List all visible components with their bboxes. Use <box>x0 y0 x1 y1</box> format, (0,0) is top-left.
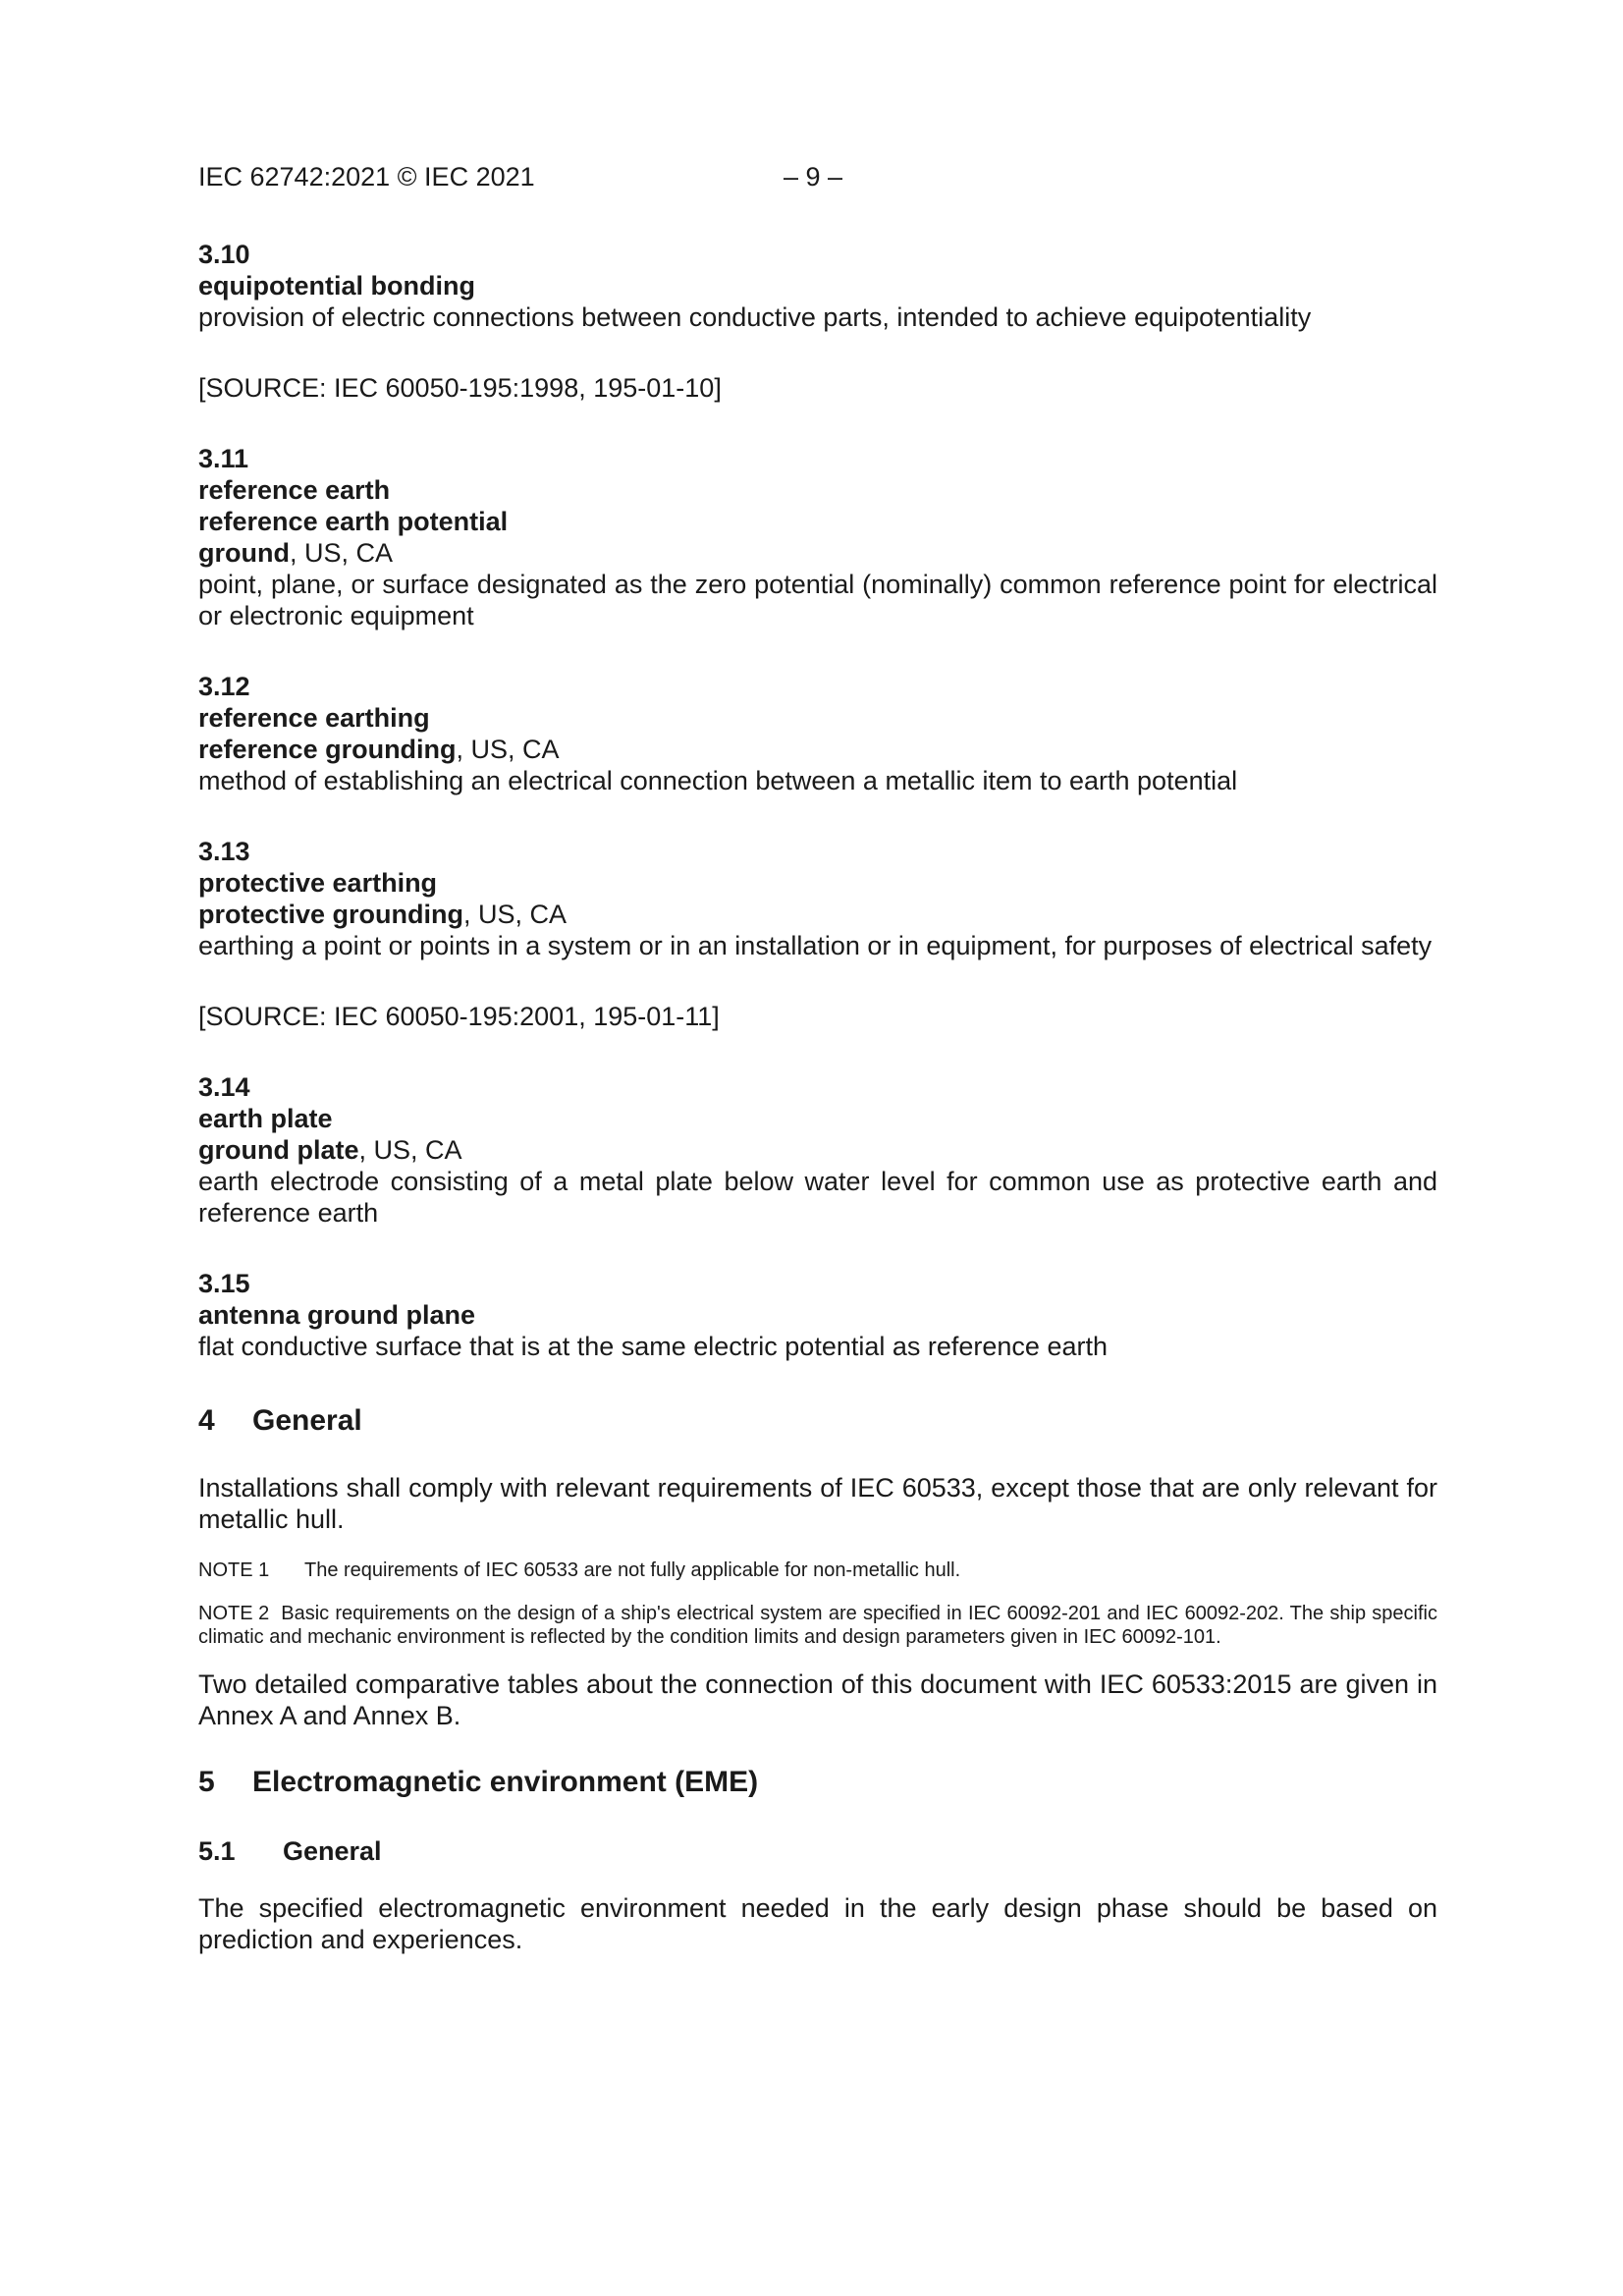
subsection-5-1-heading <box>198 1833 1437 1869</box>
term-3-14 <box>198 1071 1437 1229</box>
section-title: Electromagnetic environment (EME) <box>252 1766 759 1798</box>
term-number: 3.13 <box>198 837 250 866</box>
section-number: 4 <box>198 1404 215 1437</box>
term-definition: provision of electric connections between conductive parts, intended to achieve equipotentiality <box>198 302 1312 332</box>
subsection-number: 5.1 <box>198 1836 236 1866</box>
section-4-paragraph-1: Installations shall comply with relevant requirements of IEC 60533, except those that are only relevant for metallic hull. <box>198 1473 1437 1534</box>
page-number: – 9 – <box>784 162 843 191</box>
term-name: reference grounding, US, CA <box>198 735 560 764</box>
term-definition: point, plane, or surface designated as the zero potential (nominally) common reference point for electrical or electronic equipment <box>198 570 1437 630</box>
term-number: 3.12 <box>198 672 250 701</box>
term-number: 3.11 <box>198 444 249 473</box>
subsection-title: General <box>283 1836 382 1866</box>
note-text: The requirements of IEC 60533 are not fully applicable for non-metallic hull. <box>304 1559 961 1581</box>
term-number: 3.15 <box>198 1269 250 1298</box>
document-body <box>198 239 1437 1979</box>
term-3-12 <box>198 671 1437 796</box>
term-name: reference earthing <box>198 703 430 733</box>
note-label: NOTE 1 <box>198 1559 270 1581</box>
note-1 <box>198 1558 1437 1582</box>
term-name: antenna ground plane <box>198 1300 476 1330</box>
section-number: 5 <box>198 1766 215 1798</box>
note-label: NOTE 2 <box>198 1603 270 1624</box>
page-header <box>198 159 1437 198</box>
term-name: protective grounding, US, CA <box>198 900 568 929</box>
term-number: 3.10 <box>198 240 250 269</box>
term-3-15 <box>198 1268 1437 1362</box>
term-definition: earth electrode consisting of a metal plate below water level for common use as protective earth and reference earth <box>198 1167 1437 1228</box>
term-name: reference earth potential <box>198 507 509 536</box>
term-3-13 <box>198 836 1437 961</box>
term-source: [SOURCE: IEC 60050-195:1998, 195-01-10] <box>198 373 722 403</box>
term-3-10 <box>198 239 1437 333</box>
section-4-paragraph-2: Two detailed comparative tables about the connection of this document with IEC 60533:2015 are given in Annex A and Annex B. <box>198 1669 1437 1730</box>
term-number: 3.14 <box>198 1072 250 1102</box>
note-2 <box>198 1602 1437 1649</box>
header-standard-id: IEC 62742:2021 © IEC 2021 <box>198 162 535 191</box>
term-name: reference earth <box>198 475 391 505</box>
term-source: [SOURCE: IEC 60050-195:2001, 195-01-11] <box>198 1002 720 1031</box>
document-page <box>198 0 1437 2296</box>
section-5-heading <box>198 1763 1437 1802</box>
term-definition: flat conductive surface that is at the same electric potential as reference earth <box>198 1332 1108 1361</box>
term-name: protective earthing <box>198 868 438 898</box>
section-title: General <box>252 1404 362 1437</box>
term-name: ground plate, US, CA <box>198 1135 462 1165</box>
term-definition: method of establishing an electrical connection between a metallic item to earth potential <box>198 766 1238 795</box>
section-4-heading <box>198 1401 1437 1441</box>
subsection-5-1-paragraph: The specified electromagnetic environment needed in the early design phase should be based on prediction and experiences. <box>198 1893 1437 1954</box>
note-text: Basic requirements on the design of a ship's electrical system are specified in IEC 60092-201 and IEC 60092-202. The ship specific climatic and mechanic environment is reflected by the condition limits and design parameters given in IEC 60092-101. <box>198 1603 1437 1648</box>
term-3-11 <box>198 443 1437 631</box>
term-name: earth plate <box>198 1104 333 1133</box>
term-name: ground, US, CA <box>198 538 394 568</box>
term-name: equipotential bonding <box>198 271 475 301</box>
term-definition: earthing a point or points in a system or in an installation or in equipment, for purposes of electrical safety <box>198 931 1433 960</box>
